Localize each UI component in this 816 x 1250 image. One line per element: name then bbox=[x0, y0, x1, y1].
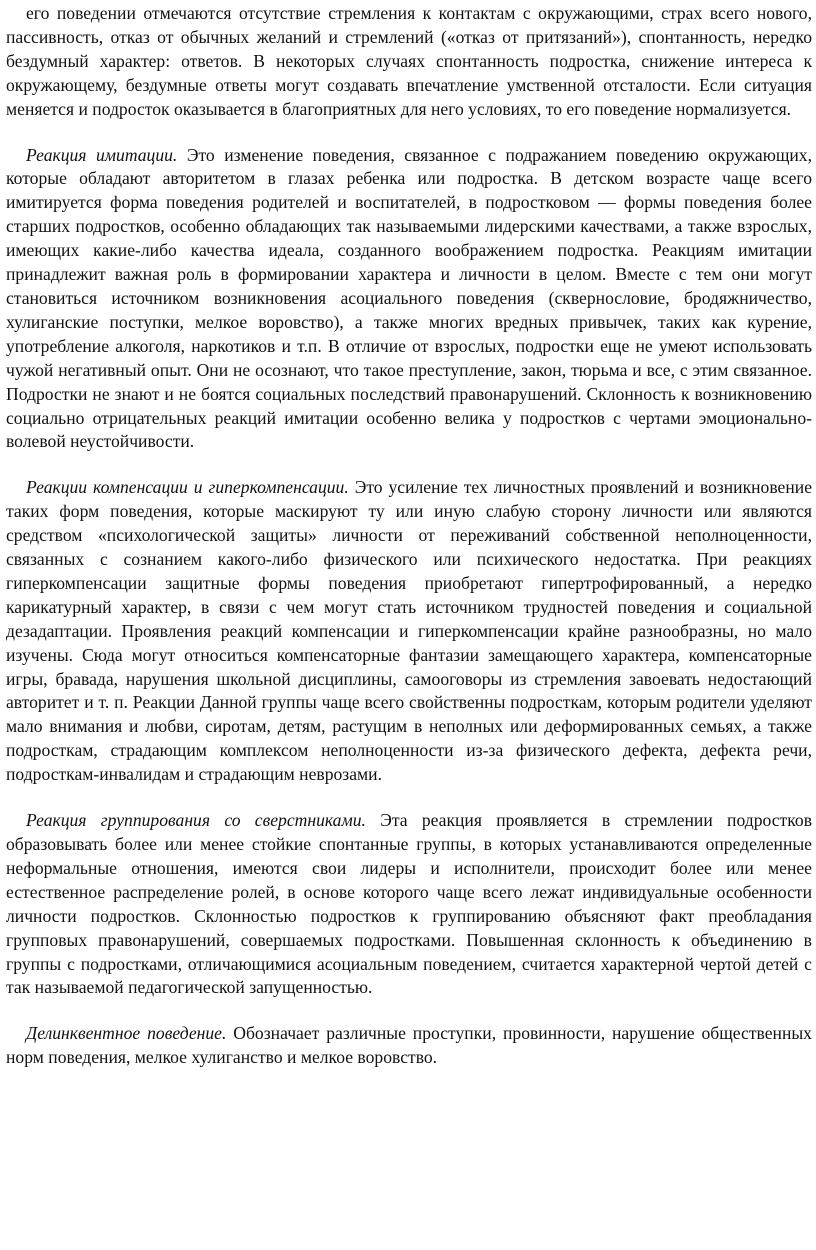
paragraph-delinquent-behavior bbox=[6, 1022, 812, 1070]
paragraph-lead-term: Реакция имитации. bbox=[26, 144, 178, 165]
paragraph-imitation-reaction bbox=[6, 144, 812, 455]
paragraph-text: Обозначает различные проступки, провинности, нарушение общественных норм поведения, мелкое хулиганство и мелкое воровство. bbox=[6, 1023, 812, 1068]
document-page bbox=[6, 0, 812, 1070]
paragraph-text: его поведении отмечаются отсутствие стремления к контактам с окружающими, страх всего нового, пассивность, отказ от обычных желаний и стремлений («отказ от притязаний»), спонтанность, нередко бездумный характер: ответов. В некоторых случаях спонтанность подростка, снижение интереса к окружающему, бездумные ответы могут создавать впечатление умственной отсталости. Если ситуация меняется и подросток оказывается в благоприятных для него условиях, то его поведение нормализуется. bbox=[6, 3, 812, 119]
paragraph-lead-term: Реакция группирования со сверстниками. bbox=[26, 810, 366, 831]
paragraph-grouping-reaction bbox=[6, 809, 812, 1000]
paragraph-lead-term: Делинквентное поведение. bbox=[26, 1023, 227, 1044]
paragraph-compensation-reaction bbox=[6, 476, 812, 787]
paragraph-behavior-continuation bbox=[6, 2, 812, 122]
paragraph-text: Это изменение поведения, связанное с подражанием поведению окружающих, которые обладают авторитетом в глазах ребенка или подростка. В детском возрасте чаще всего имитируется форма поведения родителей и воспитателей, в подростковом — формы поведения более старших подростков, особенно обладающих так называемыми лидерскими качествами, а также взрослых, имеющих какие-либо качества идеала, созданного воображением подростка. Реакциям имитации принадлежит важная роль в формировании характера и личности в целом. Вместе с тем они могут становиться источником возникновения асоциального поведения (сквернословие, бродяжничество, хулиганские поступки, мелкое воровство), а также многих вредных привычек, таких как курение, употребление алкоголя, наркотиков и т.п. В отличие от взрослых, подростки еще не умеют использовать чужой негативный опыт. Они не осознают, что такое преступление, закон, тюрьма и все, с этим связанное. Подростки не знают и не боятся социальных последствий правонарушений. Склонность к возникновению социально отрицательных реакций имитации особенно велика у подростков с чертами эмоционально-волевой неустойчивости. bbox=[6, 144, 812, 452]
paragraph-lead-term: Реакции компенсации и гиперкомпенсации. bbox=[26, 477, 349, 498]
paragraph-text: Эта реакция проявляется в стремлении подростков образовывать более или менее стойкие спонтанные группы, в которых устанавливаются определенные неформальные отношения, имеются свои лидеры и исполнители, происходит более или менее естественное распределение ролей, в основе которого чаще всего лежат индивидуальные особенности личности подростков. Склонностью подростков к группированию объясняют факт преобладания групповых правонарушений, совершаемых подростками. Повышенная склонность к объединению в группы с подростками, отличающимися асоциальным поведением, считается характерной чертой детей с так называемой педагогической запущенностью. bbox=[6, 810, 812, 998]
paragraph-text: Это усиление тех личностных проявлений и возникновение таких форм поведения, которые маскируют ту или иную слабую сторону личности или являются средством «психологической защиты» личности от переживаний собственной неполноценности, связанных с сознанием какого-либо физического или психического недостатка. При реакциях гиперкомпенсации защитные формы поведения приобретают гипертрофированный, а нередко карикатурный характер, в связи с чем могут стать источником трудностей поведения и социальной дезадаптации. Проявления реакций компенсации и гиперкомпенсации крайне разнообразны, но мало изучены. Сюда могут относиться компенсаторные фантазии замещающего характера, компенсаторные игры, бравада, нарушения школьной дисциплины, самооговоры из стремления завоевать недостающий авторитет и т. п. Реакции Данной группы чаще всего свойственны подросткам, которым родители уделяют мало внимания и любви, сиротам, детям, растущим в неполных или деформированных семьях, а также подросткам, страдающим комплексом неполноценности из-за физического дефекта, дефекта речи, подросткам-инвалидам и страдающим неврозами. bbox=[6, 477, 813, 785]
